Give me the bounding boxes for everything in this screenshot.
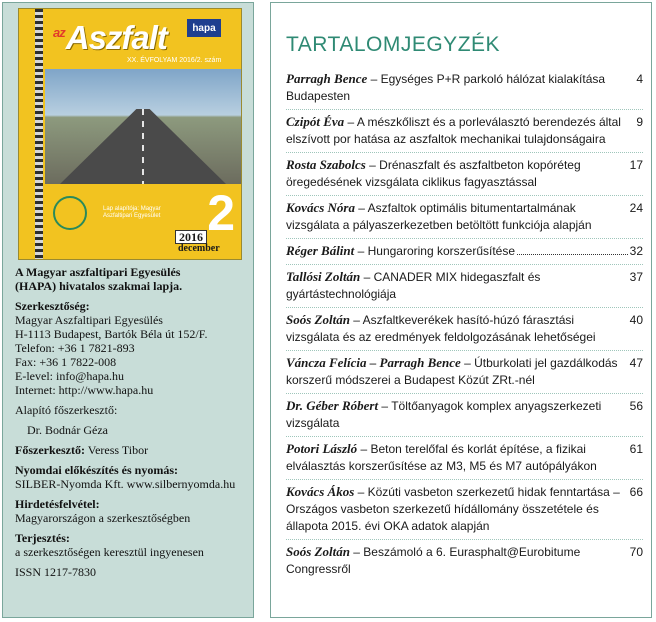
toc-entry-text	[286, 483, 626, 535]
cover-lower-band	[45, 184, 241, 259]
toc-entry[interactable]	[286, 480, 643, 540]
masthead-line	[15, 299, 251, 313]
spiral-binding	[35, 9, 43, 259]
masthead-line-text: Fax: +36 1 7822-008	[15, 355, 117, 369]
toc-author: Parragh Bence	[286, 71, 368, 86]
masthead-line-text: Magyar Aszfaltipari Egyesülés	[15, 313, 163, 327]
toc-article-title: – A mészkőliszt és a porleválasztó berendezés által elszívott por hatása az aszfaltok mechanikai tulajdonságaira	[286, 115, 621, 146]
masthead-line	[15, 477, 251, 491]
masthead-line-text: Terjesztés:	[15, 531, 70, 545]
toc-article-title: – Beszámoló a 6. Eurasphalt@Eurobitume Congressről	[286, 545, 581, 576]
toc-entry[interactable]	[286, 110, 643, 153]
toc-page-number: 70	[629, 545, 643, 559]
toc-article-title: – Egységes P+R parkoló hálózat kialakítása Budapesten	[286, 72, 606, 103]
toc-article-title: – Közúti vasbeton szerkezetű hidak fenntartása – Országos vasbeton szerkezetű hídállomány összetétele és állapota 2015. évi OKA adatok alapján	[286, 485, 620, 533]
toc-entry-text	[286, 543, 626, 578]
toc-author: Tallósi Zoltán	[286, 269, 361, 284]
masthead-line	[15, 497, 251, 511]
toc-page-number: 66	[629, 485, 643, 499]
road-center-line	[142, 109, 144, 184]
masthead-line	[15, 443, 251, 457]
toc-article-title: – CANADER MIX hidegaszfalt és gyártástechnológiája	[286, 270, 541, 301]
toc-page-number: 40	[629, 313, 643, 327]
magazine-cover	[18, 8, 242, 260]
toc-list	[286, 67, 643, 582]
masthead-line	[15, 403, 251, 417]
toc-author: Rosta Szabolcs	[286, 157, 366, 172]
toc-author: Kovács Nóra	[286, 200, 355, 215]
masthead-line	[15, 265, 251, 279]
masthead-line	[15, 355, 251, 369]
masthead-line	[15, 511, 251, 525]
cover-title	[53, 19, 167, 57]
toc-author: Soós Zoltán	[286, 544, 350, 559]
masthead-line-text: ISSN 1217-7830	[15, 565, 97, 579]
masthead-panel	[2, 2, 254, 618]
toc-page-number: 47	[629, 356, 643, 370]
toc-article-title: – Beton terelőfal és korlát építése, a fizikai elválasztás korszerűsítése az M3, M5 és M7 autópályákon	[286, 442, 597, 473]
toc-article-title: – Aszfaltok optimális bitumentartalmának vizsgálata a pályaszerkezetben betöltött funkciója alapján	[286, 201, 592, 232]
toc-author: Czipót Éva	[286, 114, 345, 129]
cover-small-text: Lap alapítója: Magyar Aszfaltipari Egyesület	[103, 206, 161, 219]
toc-page-number: 9	[636, 115, 643, 129]
masthead-line-text: H-1113 Budapest, Bartók Béla út 152/F.	[15, 327, 208, 341]
toc-entry-text	[286, 440, 626, 475]
toc-entry[interactable]	[286, 153, 643, 196]
cover-photo-road	[45, 69, 241, 184]
dot-leader	[517, 254, 628, 255]
toc-article-title: – Hungaroring korszerűsítése	[354, 244, 516, 258]
masthead-line	[15, 423, 251, 437]
masthead-line	[15, 531, 251, 545]
masthead-line-text: Nyomdai előkészítés és nyomás:	[15, 463, 178, 477]
toc-entry-text	[286, 242, 515, 260]
toc-page-number: 37	[629, 270, 643, 284]
toc-entry[interactable]	[286, 67, 643, 110]
toc-article-title: – Töltőanyagok komplex anyagszerkezeti vizsgálata	[286, 399, 602, 430]
toc-author: Potori László	[286, 441, 358, 456]
toc-panel	[270, 2, 652, 618]
toc-entry[interactable]	[286, 394, 643, 437]
masthead-line	[15, 313, 251, 327]
masthead-line	[15, 565, 251, 579]
masthead-line	[15, 545, 251, 559]
toc-article-title: – Drénaszfalt és aszfaltbeton kopóréteg öregedésének vizsgálata ciklikus fagyasztással	[286, 158, 581, 189]
masthead-line	[15, 327, 251, 341]
masthead-line-text: (HAPA) hivatalos szakmai lapja.	[15, 279, 183, 293]
toc-author: Dr. Géber Róbert	[286, 398, 379, 413]
masthead-line-text: Telefon: +36 1 7821-893	[15, 341, 135, 355]
toc-page-number: 61	[629, 442, 643, 456]
toc-entry[interactable]	[286, 540, 643, 582]
toc-page-number: 4	[636, 72, 643, 86]
masthead-line	[15, 463, 251, 477]
masthead-line	[15, 341, 251, 355]
toc-entry-text	[286, 199, 626, 234]
hapa-logo: hapa	[187, 19, 221, 37]
toc-entry-text	[286, 156, 626, 191]
cover-year: 2016	[175, 230, 207, 244]
cover-month: december	[178, 243, 220, 254]
cover-title-prefix: az	[53, 25, 65, 40]
toc-entry-text	[286, 354, 626, 389]
masthead-line-value: Veress Tibor	[84, 443, 149, 457]
toc-entry-text	[286, 70, 632, 105]
masthead-line	[15, 279, 251, 293]
toc-author: Váncza Felícia – Parragh Bence	[286, 355, 461, 370]
cover-title-text: Aszfalt	[65, 19, 167, 56]
masthead-line-text: Szerkesztőség:	[15, 299, 90, 313]
toc-author: Soós Zoltán	[286, 312, 350, 327]
toc-article-title: – Aszfaltkeverékek hasító-húzó fárasztási vizsgálata és az eredmények feldolgozásának lehetőségei	[286, 313, 596, 344]
cover-issue-line: XX. ÉVFOLYAM 2016/2. szám	[127, 57, 222, 64]
recycle-logo-icon	[53, 196, 87, 230]
toc-article-title: – Útburkolati jel gazdálkodás korszerű módszerei a Budapest Közút ZRt.-nél	[286, 356, 618, 387]
masthead-line-text: Alapító főszerkesztő:	[15, 403, 118, 417]
masthead-line-text: E-level: info@hapa.hu	[15, 369, 125, 383]
toc-entry[interactable]	[286, 196, 643, 239]
toc-entry[interactable]	[286, 437, 643, 480]
toc-title: TARTALOMJEGYZÉK	[286, 33, 501, 56]
toc-author: Kovács Ákos	[286, 484, 355, 499]
masthead-line-text: Hirdetésfelvétel:	[15, 497, 100, 511]
toc-entry-text	[286, 397, 626, 432]
toc-page-number: 56	[629, 399, 643, 413]
masthead-line-text: Magyarországon a szerkesztőségben	[15, 511, 191, 525]
masthead-line	[15, 369, 251, 383]
toc-entry-text	[286, 268, 626, 303]
toc-entry-text	[286, 113, 632, 148]
toc-entry[interactable]	[286, 239, 643, 265]
toc-entry-text	[286, 311, 626, 346]
toc-entry[interactable]	[286, 351, 643, 394]
toc-page-number: 32	[629, 244, 643, 258]
masthead-line-text: Internet: http://www.hapa.hu	[15, 383, 154, 397]
masthead-line-text: Dr. Bodnár Géza	[27, 423, 108, 437]
cover-issue-number: 2	[207, 185, 235, 241]
toc-entry[interactable]	[286, 265, 643, 308]
toc-entry[interactable]	[286, 308, 643, 351]
masthead-line-text: SILBER-Nyomda Kft. www.silbernyomda.hu	[15, 477, 236, 491]
masthead-line-text: A Magyar aszfaltipari Egyesülés	[15, 265, 181, 279]
toc-page-number: 17	[629, 158, 643, 172]
masthead-line-text: Főszerkesztő:	[15, 443, 85, 457]
masthead-line-text: a szerkesztőségen keresztül ingyenesen	[15, 545, 204, 559]
toc-author: Réger Bálint	[286, 243, 355, 258]
toc-page-number: 24	[629, 201, 643, 215]
masthead-text	[15, 265, 251, 579]
masthead-line	[15, 383, 251, 397]
